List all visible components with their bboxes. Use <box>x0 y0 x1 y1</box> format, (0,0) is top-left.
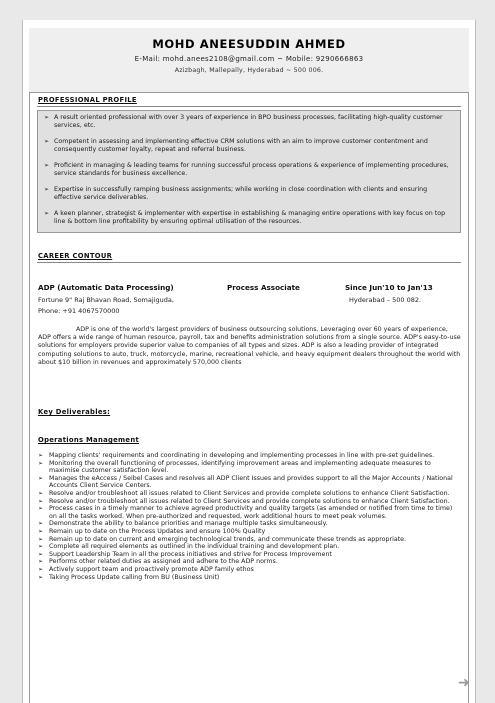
job-dates: Since Jun'10 to Jan'13 <box>345 283 433 292</box>
profile-item-text: A keen planner, strategist & implementer with expertise in establishing & managing entire operations with key focus on top line & bottom line profitability by ensuring optimal utilisation of the resources. <box>54 210 446 226</box>
company-description: ADP is one of the world's largest providers of business outsourcing solutions. Leveraging over 60 years of experience, ADP offers a wide range of human resource, payroll, tax and benefits administration solutions from a single source. ADP's easy-to-use solutions for employers provide superior value to companies of all types and sizes. ADP is also a leading provider of integrated computing solutions to auto, truck, motorcycle, marine, recreational vehicle, and heavy equipment dealers throughout the world with about $10 billion in revenues and approximately 570,000 clients <box>38 326 461 366</box>
profile-item <box>42 210 454 226</box>
deliverables-heading: Key Deliverables: <box>38 408 111 416</box>
profile-item-text: Competent in assessing and implementing effective CRM solutions with an aim to improve customer contentment and consequently customer loyalty, repeat and referral business. <box>54 138 428 154</box>
section-heading-profile: PROFESSIONAL PROFILE <box>38 96 137 104</box>
arrow-bullet-icon: ➢ <box>38 505 44 513</box>
arrow-bullet-icon: ➢ <box>38 459 44 467</box>
list-item-text: Actively support team and proactively promote ADP family ethos <box>49 565 254 573</box>
list-item <box>37 528 461 536</box>
list-item <box>37 498 461 506</box>
list-item <box>37 543 461 551</box>
arrow-bullet-icon: ➢ <box>44 162 50 169</box>
list-item-text: Support Leadership Team in all the process initiatives and strive for Process Improvement <box>49 550 332 558</box>
list-item-text: Process cases in a timely manner to achieve agreed productivity and quality targets (as amended or notified from time to time) on all the tasks worked. When pre-authorized and requested, work additional hours to meet peak volumes. <box>49 505 453 520</box>
section-divider <box>37 262 461 263</box>
resume-header <box>29 28 469 93</box>
arrow-bullet-icon: ➢ <box>44 114 50 121</box>
list-item <box>37 536 461 544</box>
list-item <box>37 558 461 566</box>
company-name: ADP (Automatic Data Processing) <box>38 283 174 292</box>
arrow-bullet-icon: ➢ <box>38 543 44 551</box>
list-item <box>37 460 461 475</box>
list-item-text: Resolve and/or troubleshoot all issues related to Client Services and provide complete solutions to enhance Client Satisfaction. <box>49 489 450 497</box>
list-item <box>37 574 461 582</box>
list-item <box>37 475 461 490</box>
section-divider <box>37 106 461 107</box>
arrow-bullet-icon: ➢ <box>38 497 44 505</box>
list-item-text: Monitoring the overall functioning of processes, identifying improvement areas and implementing adequate measures to maximise customer satisfaction level. <box>49 459 431 475</box>
profile-item <box>42 162 454 178</box>
profile-box <box>37 110 461 233</box>
arrow-bullet-icon: ➢ <box>38 573 44 581</box>
list-item-text: Mapping clients' requirements and coordinating in developing and implementing processes in line with pre-set guidelines. <box>49 452 435 459</box>
arrow-bullet-icon: ➢ <box>38 558 44 566</box>
profile-item-text: Proficient in managing & leading teams for running successful process operations & experience of implementing procedures, service standards for business excellence. <box>54 162 449 178</box>
list-item <box>37 566 461 574</box>
arrow-bullet-icon: ➢ <box>38 550 44 558</box>
company-phone: Phone: +91 4067570000 <box>38 307 120 315</box>
company-address: Fortune 9" Raj Bhavan Road, Somajiguda, <box>38 296 174 304</box>
profile-item-text: Expertise in successfully ramping business assignments; while working in close coordination with clients and ensuring effective service deliverables. <box>54 186 428 202</box>
address-line: Azizbagh, Mallepally, Hyderabad ~ 500 006. <box>174 67 324 74</box>
profile-item <box>42 186 454 202</box>
company-city: Hyderabad – 500 082. <box>349 296 422 304</box>
arrow-bullet-icon: ➢ <box>38 474 44 482</box>
list-item-text: Taking Process Update calling from BU (Business Unit) <box>49 573 220 581</box>
list-item-text: Performs other related duties as assigned and adhere to the ADP norms. <box>49 558 278 566</box>
list-item-text: Complete all required elements as outlined in the individual training and development plan. <box>49 543 340 551</box>
job-role: Process Associate <box>227 283 300 292</box>
list-item-text: Remain up to date on the Process Updates and ensure 100% Quality <box>49 527 266 535</box>
operations-heading: Operations Management <box>38 436 140 444</box>
list-item <box>37 452 461 460</box>
profile-item <box>42 138 454 154</box>
resume-page <box>22 20 476 703</box>
profile-item-text: A result oriented professional with over 3 years of experience in BPO business processes, facilitating high-quality customer services, etc. <box>54 114 443 130</box>
list-item <box>37 505 461 520</box>
list-item <box>37 490 461 498</box>
arrow-bullet-icon: ➢ <box>38 452 44 459</box>
arrow-bullet-icon: ➢ <box>38 527 44 535</box>
candidate-name: MOHD ANEESUDDIN AHMED <box>152 37 346 51</box>
section-heading-career: CAREER CONTOUR <box>38 252 113 260</box>
arrow-bullet-icon: ➢ <box>38 565 44 573</box>
list-item-text: Demonstrate the ability to balance priorities and manage multiple tasks simultaneously. <box>49 520 328 528</box>
next-page-arrow-icon[interactable]: ➜ <box>458 675 470 691</box>
list-item-text: Manages the eAccess / Seibel Cases and resolves all ADP Client Issues and provides support to all the Major Accounts / National Accounts Client Service Centers. <box>49 474 453 490</box>
list-item <box>37 551 461 559</box>
arrow-bullet-icon: ➢ <box>44 186 50 193</box>
arrow-bullet-icon: ➢ <box>38 520 44 528</box>
arrow-bullet-icon: ➢ <box>44 210 50 217</box>
contact-line: E-Mail: mohd.anees2108@gmail.com ~ Mobile: 9290666863 <box>134 55 364 63</box>
operations-list <box>37 452 461 581</box>
list-item <box>37 520 461 528</box>
arrow-bullet-icon: ➢ <box>38 535 44 543</box>
arrow-bullet-icon: ➢ <box>38 489 44 497</box>
job-title-row <box>38 283 461 293</box>
arrow-bullet-icon: ➢ <box>44 138 50 145</box>
list-item-text: Remain up to date on current and emerging technological trends, and communicate these trends as appropriate. <box>49 535 407 543</box>
profile-item <box>42 114 454 130</box>
list-item-text: Resolve and/or troubleshoot all issues related to Client Services and provide complete solutions to enhance Client Satisfaction. <box>49 497 450 505</box>
